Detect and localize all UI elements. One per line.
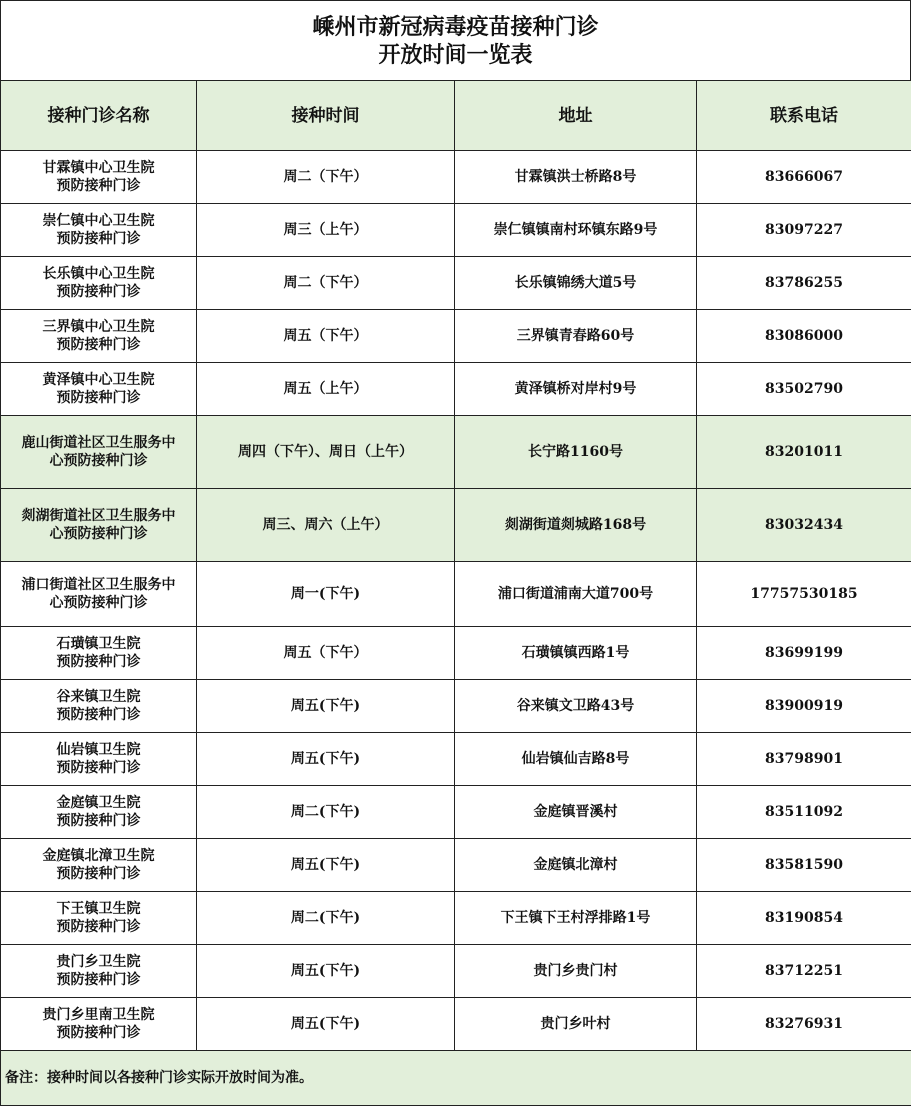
clinic-name-line: 预防接种门诊 <box>56 284 141 300</box>
table-row <box>1 627 911 680</box>
clinic-name-line: 预防接种门诊 <box>56 760 141 776</box>
clinic-name-cell <box>1 151 197 204</box>
time-cell: 周五(下午) <box>197 998 455 1051</box>
table-row <box>1 998 911 1051</box>
clinic-name-line: 贵门乡里南卫生院 <box>42 1007 155 1023</box>
phone-cell: 83712251 <box>697 945 911 998</box>
clinic-name-line: 预防接种门诊 <box>56 813 141 829</box>
phone-cell: 17757530185 <box>697 562 911 627</box>
clinic-name-line: 下王镇卫生院 <box>56 901 141 917</box>
time-cell: 周三、周六（上午） <box>197 489 455 562</box>
table-row <box>1 151 911 204</box>
time-cell: 周五（上午） <box>197 363 455 416</box>
clinic-name-line: 心预防接种门诊 <box>49 453 148 469</box>
clinic-name-line: 三界镇中心卫生院 <box>42 319 155 335</box>
address-cell: 长宁路1160号 <box>455 416 697 489</box>
phone-cell: 83086000 <box>697 310 911 363</box>
clinic-name-line: 鹿山街道社区卫生服务中 <box>21 435 176 451</box>
clinic-name-cell <box>1 680 197 733</box>
header-phone: 联系电话 <box>697 81 911 151</box>
clinic-name-line: 预防接种门诊 <box>56 654 141 670</box>
clinic-name-cell <box>1 945 197 998</box>
phone-cell: 83666067 <box>697 151 911 204</box>
phone-cell: 83190854 <box>697 892 911 945</box>
clinic-name-line: 剡湖街道社区卫生服务中 <box>21 508 176 524</box>
address-cell: 甘霖镇洪士桥路8号 <box>455 151 697 204</box>
phone-cell: 83786255 <box>697 257 911 310</box>
table-row <box>1 204 911 257</box>
table-row <box>1 945 911 998</box>
phone-cell: 83502790 <box>697 363 911 416</box>
clinic-name-cell <box>1 310 197 363</box>
note-text: 备注：接种时间以各接种门诊实际开放时间为准。 <box>1 1051 911 1106</box>
clinic-name-cell <box>1 416 197 489</box>
clinic-name-line: 仙岩镇卫生院 <box>56 742 141 758</box>
table-row <box>1 839 911 892</box>
clinic-name-line: 预防接种门诊 <box>56 390 141 406</box>
phone-cell: 83581590 <box>697 839 911 892</box>
header-row <box>1 81 911 151</box>
clinic-name-line: 金庭镇北漳卫生院 <box>42 848 155 864</box>
phone-cell: 83699199 <box>697 627 911 680</box>
phone-cell: 83201011 <box>697 416 911 489</box>
address-cell: 谷来镇文卫路43号 <box>455 680 697 733</box>
phone-cell: 83032434 <box>697 489 911 562</box>
clinic-name-line: 预防接种门诊 <box>56 919 141 935</box>
table-row <box>1 489 911 562</box>
header-clinic-name: 接种门诊名称 <box>1 81 197 151</box>
address-cell: 贵门乡贵门村 <box>455 945 697 998</box>
address-cell: 黄泽镇桥对岸村9号 <box>455 363 697 416</box>
clinic-name-cell <box>1 489 197 562</box>
header-address: 地址 <box>455 81 697 151</box>
page-title <box>0 0 911 81</box>
time-cell: 周二（下午） <box>197 257 455 310</box>
clinic-name-line: 金庭镇卫生院 <box>56 795 141 811</box>
clinic-name-cell <box>1 363 197 416</box>
table-row <box>1 733 911 786</box>
address-cell: 仙岩镇仙吉路8号 <box>455 733 697 786</box>
clinic-name-line: 预防接种门诊 <box>56 178 141 194</box>
address-cell: 下王镇下王村浮排路1号 <box>455 892 697 945</box>
address-cell: 石璜镇镇西路1号 <box>455 627 697 680</box>
clinic-name-cell <box>1 204 197 257</box>
time-cell: 周五(下午) <box>197 733 455 786</box>
clinic-name-line: 谷来镇卫生院 <box>56 689 141 705</box>
address-cell: 金庭镇晋溪村 <box>455 786 697 839</box>
clinic-table <box>0 80 911 1106</box>
address-cell: 剡湖街道剡城路168号 <box>455 489 697 562</box>
table-row <box>1 257 911 310</box>
clinic-name-line: 浦口街道社区卫生服务中 <box>21 577 176 593</box>
time-cell: 周二(下午) <box>197 786 455 839</box>
clinic-name-line: 预防接种门诊 <box>56 866 141 882</box>
clinic-name-cell <box>1 733 197 786</box>
clinic-name-line: 崇仁镇中心卫生院 <box>42 213 155 229</box>
clinic-name-line: 石璜镇卫生院 <box>56 636 141 652</box>
clinic-name-line: 预防接种门诊 <box>56 337 141 353</box>
clinic-name-cell <box>1 257 197 310</box>
time-cell: 周三（上午） <box>197 204 455 257</box>
time-cell: 周二（下午） <box>197 151 455 204</box>
time-cell: 周二(下午) <box>197 892 455 945</box>
clinic-name-line: 黄泽镇中心卫生院 <box>42 372 155 388</box>
time-cell: 周一(下午) <box>197 562 455 627</box>
clinic-name-line: 预防接种门诊 <box>56 231 141 247</box>
clinic-name-cell <box>1 627 197 680</box>
address-cell: 三界镇青春路60号 <box>455 310 697 363</box>
phone-cell: 83511092 <box>697 786 911 839</box>
table-row <box>1 786 911 839</box>
clinic-name-line: 甘霖镇中心卫生院 <box>42 160 155 176</box>
phone-cell: 83900919 <box>697 680 911 733</box>
clinic-name-line: 心预防接种门诊 <box>49 526 148 542</box>
clinic-name-line: 长乐镇中心卫生院 <box>42 266 155 282</box>
time-cell: 周五（下午） <box>197 627 455 680</box>
time-cell: 周五(下午) <box>197 680 455 733</box>
table-row <box>1 310 911 363</box>
clinic-name-cell <box>1 786 197 839</box>
table-row <box>1 680 911 733</box>
clinic-name-line: 预防接种门诊 <box>56 972 141 988</box>
clinic-name-cell <box>1 892 197 945</box>
time-cell: 周四（下午）、周日（上午） <box>197 416 455 489</box>
time-cell: 周五(下午) <box>197 945 455 998</box>
time-cell: 周五（下午） <box>197 310 455 363</box>
address-cell: 金庭镇北漳村 <box>455 839 697 892</box>
table-row <box>1 892 911 945</box>
address-cell: 贵门乡叶村 <box>455 998 697 1051</box>
clinic-name-line: 心预防接种门诊 <box>49 595 148 611</box>
phone-cell: 83097227 <box>697 204 911 257</box>
clinic-name-line: 贵门乡卫生院 <box>56 954 141 970</box>
note-row <box>1 1051 911 1106</box>
address-cell: 长乐镇锦绣大道5号 <box>455 257 697 310</box>
phone-cell: 83798901 <box>697 733 911 786</box>
address-cell: 浦口街道浦南大道700号 <box>455 562 697 627</box>
phone-cell: 83276931 <box>697 998 911 1051</box>
clinic-name-cell <box>1 562 197 627</box>
table-row <box>1 363 911 416</box>
clinic-name-cell <box>1 839 197 892</box>
clinic-name-cell <box>1 998 197 1051</box>
clinic-name-line: 预防接种门诊 <box>56 1025 141 1041</box>
table-row <box>1 562 911 627</box>
title-line-1: 嵊州市新冠病毒疫苗接种门诊 <box>312 14 599 40</box>
header-time: 接种时间 <box>197 81 455 151</box>
clinic-name-line: 预防接种门诊 <box>56 707 141 723</box>
table-row <box>1 416 911 489</box>
time-cell: 周五(下午) <box>197 839 455 892</box>
title-line-2: 开放时间一览表 <box>378 42 533 68</box>
address-cell: 崇仁镇镇南村环镇东路9号 <box>455 204 697 257</box>
